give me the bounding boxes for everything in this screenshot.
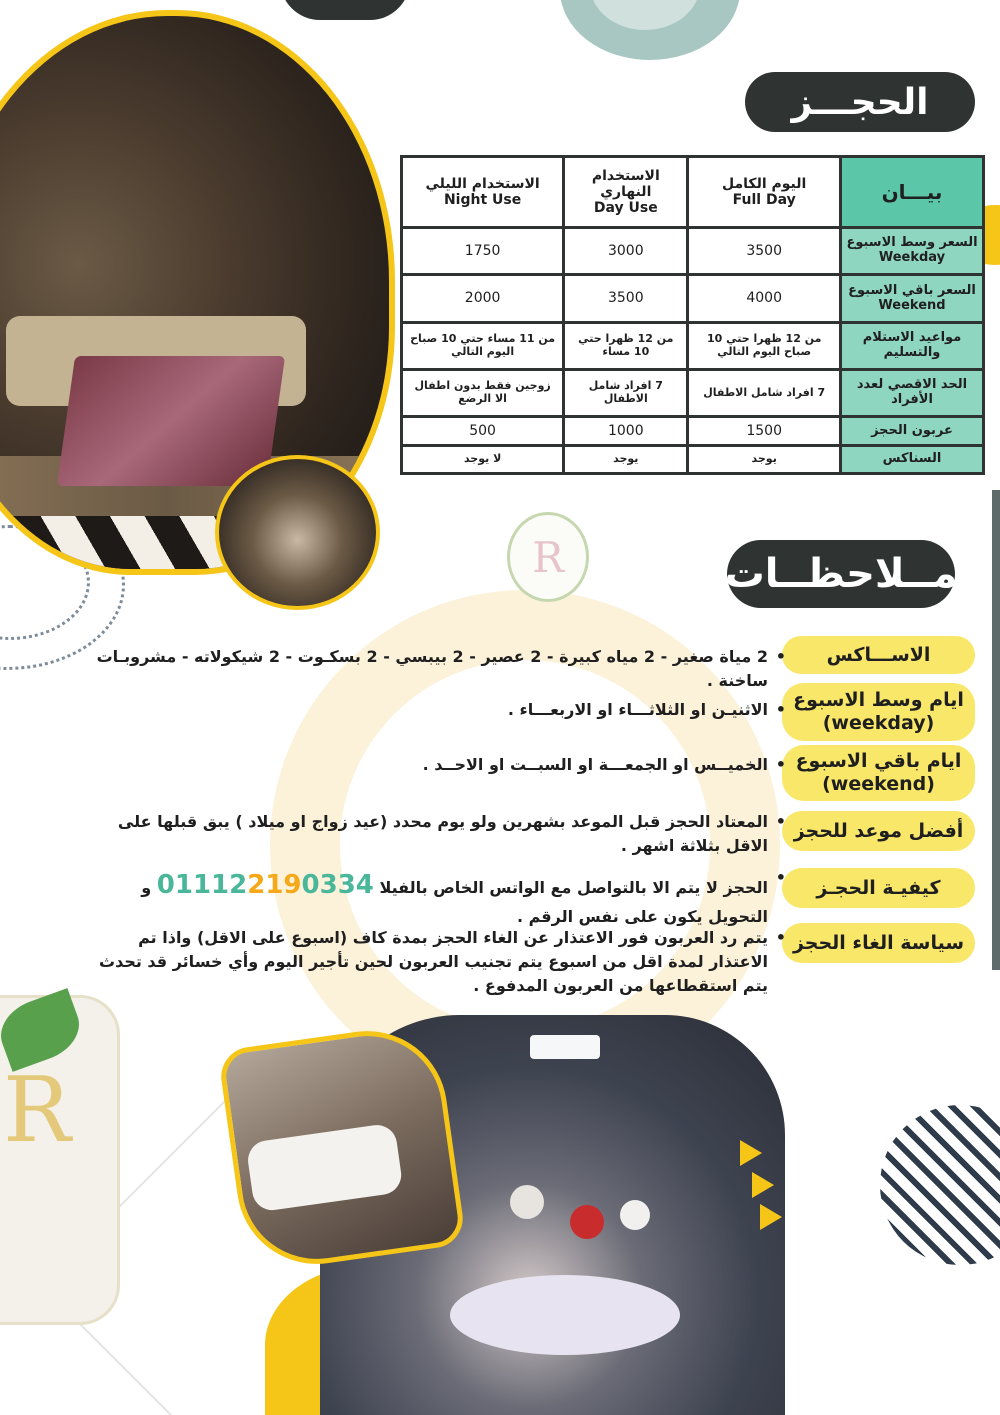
note-title-how-to-book: كيفيـة الحجـز <box>782 868 975 908</box>
table-row <box>403 276 982 320</box>
table-cell: من 12 ظهرا حتي 10 صباح اليوم التالي <box>689 324 839 368</box>
note-text-best-time: • المعتاد الحجز قبل الموعد بشهرين ولو يوم محدد (عيد زواج او ميلاد ) يبق قبلها على الاقل بثلاثة اشهر . <box>108 810 768 858</box>
decorative-bar <box>992 490 1000 970</box>
logo: R <box>507 512 589 602</box>
row-label-deposit: عربون الحجز <box>842 418 982 444</box>
table-row <box>403 229 982 273</box>
column-header-night-use: الاستخدام الليلي Night Use <box>403 158 562 226</box>
note-text-how-to-book: • الحجز لا يتم الا بالتواصل مع الواتس الخاص بالفيلا 011122190334 و التحويل يكون على نفس الرقم . <box>88 866 768 929</box>
table-cell: من 12 ظهرا حتي 10 مساء <box>565 324 686 368</box>
row-label-snacks: السناكس <box>842 447 982 472</box>
notes-heading: مــلاحظــات <box>727 540 955 608</box>
row-label-times: مواعيد الاستلام والتسليم <box>842 324 982 368</box>
label-column-header: بيـــان <box>842 158 982 226</box>
table-cell: 1500 <box>689 418 839 444</box>
table-cell: يوجد <box>565 447 686 472</box>
triangle-decoration <box>740 1140 762 1166</box>
table-cell: 7 افراد شامل الاطفال <box>565 371 686 415</box>
table-row <box>403 418 982 444</box>
table-row <box>403 324 982 368</box>
lounge-photo <box>215 455 380 610</box>
striped-circle <box>880 1105 1000 1265</box>
row-label-weekend: السعر باقي الاسبوع Weekend <box>842 276 982 320</box>
row-label-weekday: السعر وسط الاسبوع Weekday <box>842 229 982 273</box>
table-cell: يوجد <box>689 447 839 472</box>
table-cell: من 11 مساء حتي 10 صباح اليوم التالي <box>403 324 562 368</box>
table-cell: 3500 <box>689 229 839 273</box>
table-cell: لا يوجد <box>403 447 562 472</box>
row-label-max-people: الحد الاقصي لعدد الأفراد <box>842 371 982 415</box>
table-row <box>403 447 982 472</box>
pricing-table <box>400 155 985 475</box>
table-row <box>403 371 982 415</box>
table-cell: 2000 <box>403 276 562 320</box>
brand-card: R <box>0 995 120 1325</box>
table-cell: 1000 <box>565 418 686 444</box>
note-title-weekday: ايام وسط الاسبوع (weekday) <box>782 683 975 741</box>
note-title-best-time: أفضل موعد للحجز <box>782 811 975 851</box>
table-cell: 3500 <box>565 276 686 320</box>
table-cell: 500 <box>403 418 562 444</box>
note-title-snacks: الاســـاكس <box>782 636 975 674</box>
column-header-full-day: اليوم الكامل Full Day <box>689 158 839 226</box>
triangle-decoration <box>760 1204 782 1230</box>
decorative-shape <box>280 0 410 20</box>
table-cell: 1750 <box>403 229 562 273</box>
phone-number[interactable]: 011122190334 <box>156 870 374 900</box>
note-text-weekend: • الخميــس او الجمعـــة او السبــت او الاحــد . <box>168 753 768 777</box>
note-text-snacks: • 2 مياة صغير - 2 مياه كبيرة - 2 عصير - 2 بيبسي - 2 بسكـوت - 2 شيكولاته - مشروبـات ساخنة . <box>68 645 768 693</box>
table-cell: 3000 <box>565 229 686 273</box>
booking-heading: الحجـــز <box>745 72 975 132</box>
column-header-day-use: الاستخدام النهاري Day Use <box>565 158 686 226</box>
table-header-row <box>403 158 982 226</box>
note-title-cancellation: سياسة الغاء الحجز <box>782 923 975 963</box>
note-text-weekday: • الاثنيـن او الثلاثـــاء او الاربعـــاء . <box>168 698 768 722</box>
table-cell: 7 افراد شامل الاطفال <box>689 371 839 415</box>
note-title-weekend: ايام باقي الاسبوع (weekend) <box>782 745 975 801</box>
note-text-cancellation: • يتم رد العربون فور الاعتذار عن الغاء الحجز بمدة كاف (اسبوع على الاقل) واذا تم الاعتذار لمدة اقل من اسبوع يتم تجنيب العربون لحين تأجير اليوم وأي خسائر قد تحدث يتم استقطاعها من العربون المدفوع . <box>78 926 768 998</box>
table-cell: زوجين فقط بدون اطفال الا الرضع <box>403 371 562 415</box>
table-cell: 4000 <box>689 276 839 320</box>
triangle-decoration <box>752 1172 774 1198</box>
